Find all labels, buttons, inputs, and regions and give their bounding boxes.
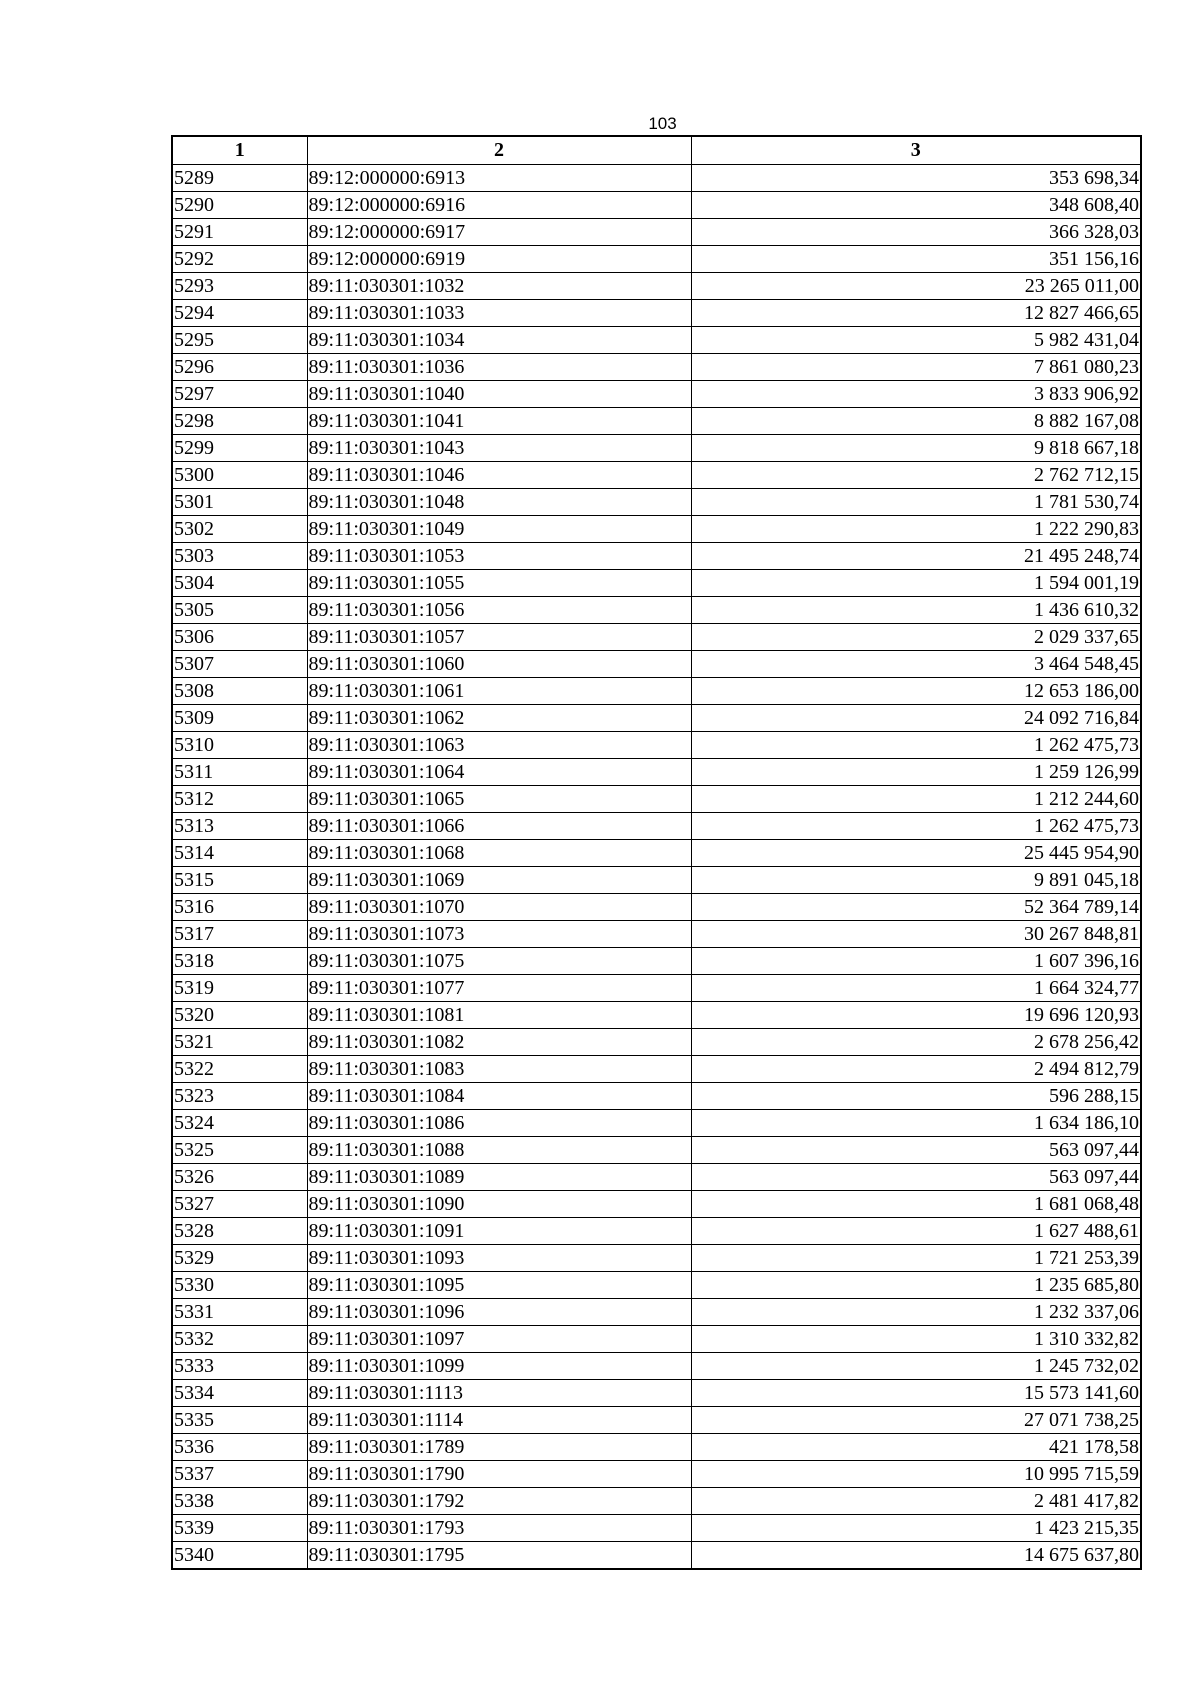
cadastral-number-cell: 89:11:030301:1061 [307, 677, 691, 704]
value-cell: 3 833 906,92 [691, 380, 1141, 407]
row-number-cell: 5314 [172, 839, 307, 866]
value-cell: 1 232 337,06 [691, 1298, 1141, 1325]
table-row [172, 326, 1141, 353]
table-row [172, 218, 1141, 245]
cadastral-number-cell: 89:11:030301:1113 [307, 1379, 691, 1406]
cadastral-number-cell: 89:11:030301:1068 [307, 839, 691, 866]
row-number-cell: 5301 [172, 488, 307, 515]
cadastral-number-cell: 89:11:030301:1057 [307, 623, 691, 650]
row-number-cell: 5326 [172, 1163, 307, 1190]
cadastral-number-cell: 89:11:030301:1793 [307, 1514, 691, 1541]
table-row [172, 299, 1141, 326]
cadastral-number-cell: 89:11:030301:1070 [307, 893, 691, 920]
cadastral-number-cell: 89:11:030301:1097 [307, 1325, 691, 1352]
row-number-cell: 5303 [172, 542, 307, 569]
table-row [172, 353, 1141, 380]
table-row [172, 623, 1141, 650]
cadastral-number-cell: 89:11:030301:1099 [307, 1352, 691, 1379]
value-cell: 1 259 126,99 [691, 758, 1141, 785]
row-number-cell: 5337 [172, 1460, 307, 1487]
row-number-cell: 5338 [172, 1487, 307, 1514]
table-row [172, 1514, 1141, 1541]
row-number-cell: 5306 [172, 623, 307, 650]
column-header-2: 2 [307, 136, 691, 164]
row-number-cell: 5340 [172, 1541, 307, 1569]
cadastral-number-cell: 89:11:030301:1046 [307, 461, 691, 488]
table-row [172, 650, 1141, 677]
row-number-cell: 5339 [172, 1514, 307, 1541]
value-cell: 421 178,58 [691, 1433, 1141, 1460]
cadastral-number-cell: 89:11:030301:1090 [307, 1190, 691, 1217]
value-cell: 353 698,34 [691, 164, 1141, 191]
value-cell: 1 262 475,73 [691, 812, 1141, 839]
value-cell: 15 573 141,60 [691, 1379, 1141, 1406]
value-cell: 1 627 488,61 [691, 1217, 1141, 1244]
value-cell: 2 029 337,65 [691, 623, 1141, 650]
cadastral-number-cell: 89:11:030301:1033 [307, 299, 691, 326]
cadastral-number-cell: 89:11:030301:1062 [307, 704, 691, 731]
row-number-cell: 5304 [172, 569, 307, 596]
cadastral-number-cell: 89:12:000000:6917 [307, 218, 691, 245]
cadastral-number-cell: 89:11:030301:1084 [307, 1082, 691, 1109]
row-number-cell: 5291 [172, 218, 307, 245]
row-number-cell: 5297 [172, 380, 307, 407]
value-cell: 7 861 080,23 [691, 353, 1141, 380]
row-number-cell: 5315 [172, 866, 307, 893]
cadastral-number-cell: 89:11:030301:1060 [307, 650, 691, 677]
value-cell: 563 097,44 [691, 1163, 1141, 1190]
cadastral-number-cell: 89:11:030301:1075 [307, 947, 691, 974]
row-number-cell: 5321 [172, 1028, 307, 1055]
cadastral-number-cell: 89:11:030301:1049 [307, 515, 691, 542]
row-number-cell: 5294 [172, 299, 307, 326]
cadastral-number-cell: 89:11:030301:1083 [307, 1055, 691, 1082]
table-row [172, 434, 1141, 461]
cadastral-number-cell: 89:11:030301:1073 [307, 920, 691, 947]
row-number-cell: 5308 [172, 677, 307, 704]
value-cell: 1 423 215,35 [691, 1514, 1141, 1541]
table-row [172, 1379, 1141, 1406]
row-number-cell: 5302 [172, 515, 307, 542]
table-row [172, 1055, 1141, 1082]
cadastral-number-cell: 89:11:030301:1086 [307, 1109, 691, 1136]
table-row [172, 1190, 1141, 1217]
table-row [172, 893, 1141, 920]
table-row [172, 1541, 1141, 1569]
row-number-cell: 5300 [172, 461, 307, 488]
value-cell: 52 364 789,14 [691, 893, 1141, 920]
row-number-cell: 5325 [172, 1136, 307, 1163]
cadastral-number-cell: 89:11:030301:1093 [307, 1244, 691, 1271]
table-row [172, 488, 1141, 515]
table-header [172, 136, 1141, 164]
row-number-cell: 5290 [172, 191, 307, 218]
cadastral-number-cell: 89:11:030301:1056 [307, 596, 691, 623]
cadastral-number-cell: 89:11:030301:1034 [307, 326, 691, 353]
cadastral-number-cell: 89:11:030301:1043 [307, 434, 691, 461]
table-row [172, 164, 1141, 191]
cadastral-number-cell: 89:11:030301:1082 [307, 1028, 691, 1055]
value-cell: 1 436 610,32 [691, 596, 1141, 623]
row-number-cell: 5333 [172, 1352, 307, 1379]
table-row [172, 569, 1141, 596]
table-row [172, 380, 1141, 407]
table-row [172, 947, 1141, 974]
cadastral-number-cell: 89:11:030301:1064 [307, 758, 691, 785]
row-number-cell: 5329 [172, 1244, 307, 1271]
cadastral-number-cell: 89:11:030301:1053 [307, 542, 691, 569]
value-cell: 1 721 253,39 [691, 1244, 1141, 1271]
table-row [172, 1352, 1141, 1379]
value-cell: 9 891 045,18 [691, 866, 1141, 893]
cadastral-number-cell: 89:11:030301:1790 [307, 1460, 691, 1487]
table-row [172, 677, 1141, 704]
row-number-cell: 5313 [172, 812, 307, 839]
cadastral-number-cell: 89:12:000000:6919 [307, 245, 691, 272]
cadastral-number-cell: 89:11:030301:1091 [307, 1217, 691, 1244]
value-cell: 3 464 548,45 [691, 650, 1141, 677]
cadastral-number-cell: 89:11:030301:1055 [307, 569, 691, 596]
table-row [172, 1028, 1141, 1055]
row-number-cell: 5334 [172, 1379, 307, 1406]
row-number-cell: 5299 [172, 434, 307, 461]
value-cell: 366 328,03 [691, 218, 1141, 245]
table-row [172, 1001, 1141, 1028]
row-number-cell: 5323 [172, 1082, 307, 1109]
value-cell: 23 265 011,00 [691, 272, 1141, 299]
value-cell: 2 762 712,15 [691, 461, 1141, 488]
value-cell: 1 310 332,82 [691, 1325, 1141, 1352]
row-number-cell: 5335 [172, 1406, 307, 1433]
cadastral-number-cell: 89:12:000000:6916 [307, 191, 691, 218]
value-cell: 24 092 716,84 [691, 704, 1141, 731]
value-cell: 30 267 848,81 [691, 920, 1141, 947]
value-cell: 2 481 417,82 [691, 1487, 1141, 1514]
row-number-cell: 5336 [172, 1433, 307, 1460]
table-row [172, 1433, 1141, 1460]
table-row [172, 461, 1141, 488]
row-number-cell: 5298 [172, 407, 307, 434]
value-cell: 1 594 001,19 [691, 569, 1141, 596]
row-number-cell: 5296 [172, 353, 307, 380]
cadastral-number-cell: 89:11:030301:1096 [307, 1298, 691, 1325]
row-number-cell: 5318 [172, 947, 307, 974]
table-row [172, 1082, 1141, 1109]
row-number-cell: 5328 [172, 1217, 307, 1244]
value-cell: 14 675 637,80 [691, 1541, 1141, 1569]
table-row [172, 1298, 1141, 1325]
value-cell: 21 495 248,74 [691, 542, 1141, 569]
cadastral-number-cell: 89:11:030301:1066 [307, 812, 691, 839]
cadastral-number-cell: 89:11:030301:1081 [307, 1001, 691, 1028]
table-row [172, 407, 1141, 434]
table-row [172, 731, 1141, 758]
cadastral-number-cell: 89:11:030301:1048 [307, 488, 691, 515]
table-row [172, 758, 1141, 785]
table-row [172, 920, 1141, 947]
cadastral-number-cell: 89:11:030301:1065 [307, 785, 691, 812]
cadastral-number-cell: 89:11:030301:1063 [307, 731, 691, 758]
row-number-cell: 5320 [172, 1001, 307, 1028]
row-number-cell: 5309 [172, 704, 307, 731]
column-header-3: 3 [691, 136, 1141, 164]
cadastral-number-cell: 89:11:030301:1036 [307, 353, 691, 380]
row-number-cell: 5310 [172, 731, 307, 758]
row-number-cell: 5319 [172, 974, 307, 1001]
value-cell: 12 653 186,00 [691, 677, 1141, 704]
value-cell: 563 097,44 [691, 1136, 1141, 1163]
table-row [172, 812, 1141, 839]
table-row [172, 596, 1141, 623]
table-row [172, 785, 1141, 812]
row-number-cell: 5307 [172, 650, 307, 677]
value-cell: 12 827 466,65 [691, 299, 1141, 326]
cadastral-number-cell: 89:11:030301:1032 [307, 272, 691, 299]
row-number-cell: 5322 [172, 1055, 307, 1082]
table-row [172, 1109, 1141, 1136]
table-row [172, 1406, 1141, 1433]
row-number-cell: 5312 [172, 785, 307, 812]
column-header-1: 1 [172, 136, 307, 164]
value-cell: 27 071 738,25 [691, 1406, 1141, 1433]
value-cell: 2 678 256,42 [691, 1028, 1141, 1055]
cadastral-number-cell: 89:12:000000:6913 [307, 164, 691, 191]
table-row [172, 245, 1141, 272]
row-number-cell: 5332 [172, 1325, 307, 1352]
cadastral-number-cell: 89:11:030301:1792 [307, 1487, 691, 1514]
value-cell: 19 696 120,93 [691, 1001, 1141, 1028]
table-row [172, 515, 1141, 542]
table-row [172, 1136, 1141, 1163]
value-cell: 1 781 530,74 [691, 488, 1141, 515]
header-row [172, 136, 1141, 164]
table-row [172, 542, 1141, 569]
value-cell: 1 607 396,16 [691, 947, 1141, 974]
table-row [172, 974, 1141, 1001]
table-row [172, 866, 1141, 893]
cadastral-number-cell: 89:11:030301:1041 [307, 407, 691, 434]
cadastral-number-cell: 89:11:030301:1077 [307, 974, 691, 1001]
value-cell: 1 222 290,83 [691, 515, 1141, 542]
value-cell: 348 608,40 [691, 191, 1141, 218]
page-number: 103 [648, 114, 677, 133]
table-row [172, 839, 1141, 866]
value-cell: 10 995 715,59 [691, 1460, 1141, 1487]
cadastral-number-cell: 89:11:030301:1789 [307, 1433, 691, 1460]
row-number-cell: 5295 [172, 326, 307, 353]
table-row [172, 272, 1141, 299]
table-body [172, 164, 1141, 1569]
table-row [172, 191, 1141, 218]
row-number-cell: 5316 [172, 893, 307, 920]
cadastral-number-cell: 89:11:030301:1040 [307, 380, 691, 407]
value-cell: 8 882 167,08 [691, 407, 1141, 434]
cadastral-number-cell: 89:11:030301:1088 [307, 1136, 691, 1163]
row-number-cell: 5292 [172, 245, 307, 272]
data-table [171, 135, 1142, 1570]
cadastral-number-cell: 89:11:030301:1114 [307, 1406, 691, 1433]
value-cell: 25 445 954,90 [691, 839, 1141, 866]
value-cell: 1 634 186,10 [691, 1109, 1141, 1136]
row-number-cell: 5305 [172, 596, 307, 623]
row-number-cell: 5331 [172, 1298, 307, 1325]
row-number-cell: 5330 [172, 1271, 307, 1298]
table-row [172, 1244, 1141, 1271]
row-number-cell: 5324 [172, 1109, 307, 1136]
cadastral-number-cell: 89:11:030301:1095 [307, 1271, 691, 1298]
cadastral-number-cell: 89:11:030301:1069 [307, 866, 691, 893]
table-row [172, 1271, 1141, 1298]
value-cell: 1 681 068,48 [691, 1190, 1141, 1217]
value-cell: 1 262 475,73 [691, 731, 1141, 758]
value-cell: 1 212 244,60 [691, 785, 1141, 812]
value-cell: 1 235 685,80 [691, 1271, 1141, 1298]
row-number-cell: 5289 [172, 164, 307, 191]
table-row [172, 1163, 1141, 1190]
table-row [172, 1460, 1141, 1487]
value-cell: 596 288,15 [691, 1082, 1141, 1109]
row-number-cell: 5311 [172, 758, 307, 785]
table-row [172, 704, 1141, 731]
value-cell: 2 494 812,79 [691, 1055, 1141, 1082]
table-row [172, 1487, 1141, 1514]
cadastral-number-cell: 89:11:030301:1089 [307, 1163, 691, 1190]
value-cell: 351 156,16 [691, 245, 1141, 272]
value-cell: 5 982 431,04 [691, 326, 1141, 353]
row-number-cell: 5317 [172, 920, 307, 947]
value-cell: 1 664 324,77 [691, 974, 1141, 1001]
row-number-cell: 5327 [172, 1190, 307, 1217]
table-row [172, 1325, 1141, 1352]
value-cell: 1 245 732,02 [691, 1352, 1141, 1379]
cadastral-number-cell: 89:11:030301:1795 [307, 1541, 691, 1569]
value-cell: 9 818 667,18 [691, 434, 1141, 461]
table-row [172, 1217, 1141, 1244]
row-number-cell: 5293 [172, 272, 307, 299]
